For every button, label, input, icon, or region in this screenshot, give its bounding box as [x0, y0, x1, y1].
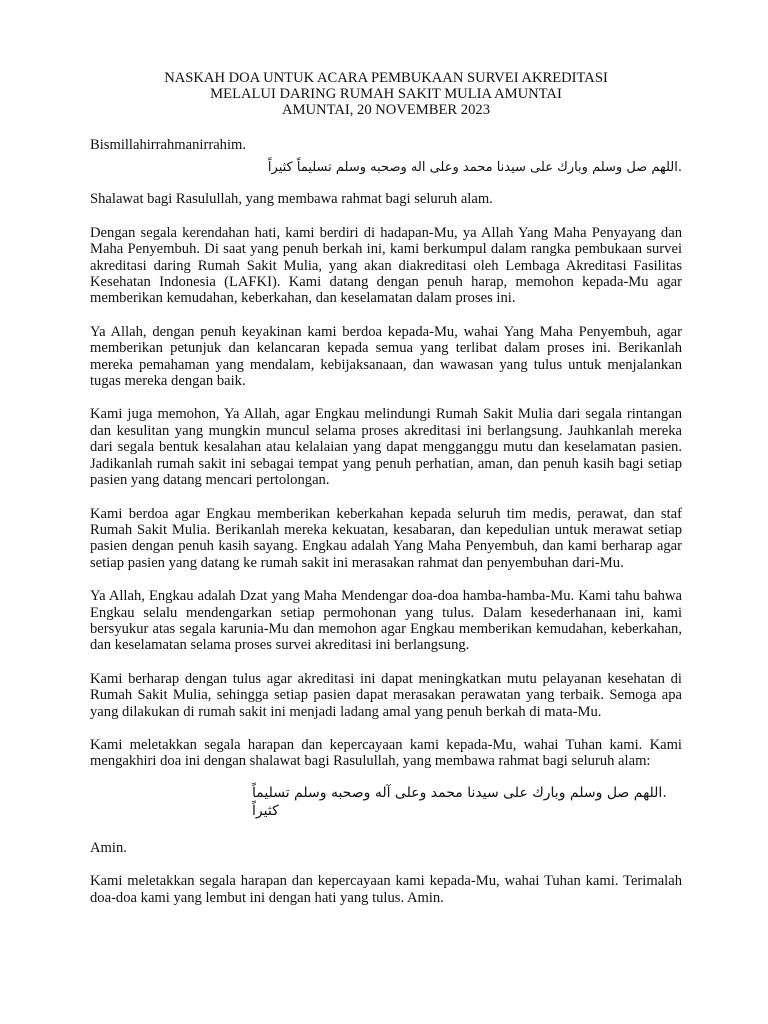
paragraph-1: Shalawat bagi Rasulullah, yang membawa rahmat bagi seluruh alam.	[90, 191, 493, 208]
arabic-salawat-1: .اللهم صل وسلم وبارك على سيدنا محمد وعلى اله وصحبه وسلم تسليماً كثيراً	[267, 160, 682, 176]
amin-line: Amin.	[90, 839, 127, 856]
paragraph-3: Ya Allah, dengan penuh keyakinan kami berdoa kepada-Mu, wahai Yang Maha Penyembuh, agar memberikan petunjuk dan kelancaran kepada semua yang terlibat dalam proses ini. Berikanlah mereka pemahaman yang mendalam, kebijaksanaan, dan wawasan yang tulus untuk menjalankan tugas mereka dengan baik.	[90, 323, 682, 390]
paragraph-5: Kami berdoa agar Engkau memberikan keberkahan kepada seluruh tim medis, perawat, dan staf Rumah Sakit Mulia. Berikanlah mereka kekuatan, kesabaran, dan kepedulian untuk merawat setiap pasien dengan penuh kasih sayang. Engkau adalah Yang Maha Penyembuh, dan kami berharap agar setiap pasien yang datang ke rumah sakit ini merasakan rahmat dan penyembuhan dari-Mu.	[90, 505, 682, 571]
title-line-2: MELALUI DARING RUMAH SAKIT MULIA AMUNTAI	[210, 86, 562, 102]
title-line-3: AMUNTAI, 20 NOVEMBER 2023	[281, 102, 490, 118]
paragraph-7: Kami berharap dengan tulus agar akreditasi ini dapat meningkatkan mutu pelayanan kesehatan di Rumah Sakit Mulia, sehingga setiap pasien dapat merasakan perawatan yang terbaik. Semoga apa yang dilakukan di rumah sakit ini menjadi ladang amal yang penuh berkah di mata-Mu.	[90, 670, 682, 720]
paragraph-2: Dengan segala kerendahan hati, kami berdiri di hadapan-Mu, ya Allah Yang Maha Penyayang dan Maha Penyembuh. Di saat yang penuh berkah ini, kami berkumpul dalam rangka pembukaan survei akreditasi daring Rumah Sakit Mulia, yang akan diakreditasi oleh Lembaga Akreditasi Fasilitas Kesehatan Indonesia (LAFKI). Kami datang dengan penuh harap, memohon kepada-Mu agar memberikan kemudahan, keberkahan, dan keselamatan dalam proses ini.	[90, 224, 682, 307]
document-title	[90, 70, 682, 118]
title-line-1: NASKAH DOA UNTUK ACARA PEMBUKAAN SURVEI AKREDITASI	[164, 70, 608, 86]
paragraph-8: Kami meletakkan segala harapan dan kepercayaan kami kepada-Mu, wahai Tuhan kami. Kami mengakhiri doa ini dengan shalawat bagi Rasulullah, yang membawa rahmat bagi seluruh alam:	[90, 736, 682, 770]
opening-line: Bismillahirrahmanirrahim.	[90, 137, 247, 153]
paragraph-4: Kami juga memohon, Ya Allah, agar Engkau melindungi Rumah Sakit Mulia dari segala rintangan dan kesulitan yang mungkin muncul selama proses akreditasi ini berlangsung. Jauhkanlah mereka dari segala bentuk kesalahan atau kelalaian yang dapat mengganggu mutu dan keselamatan pasien. Jadikanlah rumah sakit ini sebagai tempat yang penuh perhatian, aman, dan penuh kasih bagi setiap pasien yang datang mencari pertolongan.	[90, 406, 682, 489]
closing-paragraph: Kami meletakkan segala harapan dan kepercayaan kami kepada-Mu, wahai Tuhan kami. Terimalah doa-doa kami yang lembut ini dengan hati yang tulus. Amin.	[90, 873, 682, 906]
arabic-salawat-2: .اللهم صل وسلم وبارك على سيدنا محمد وعلى آله وصحبه وسلم تسليماً كثيراً	[252, 784, 667, 819]
paragraph-6: Ya Allah, Engkau adalah Dzat yang Maha Mendengar doa-doa hamba-hamba-Mu. Kami tahu bahwa Engkau selalu mendengarkan setiap permohonan yang tulus. Dalam kesederhanaan ini, kami bersyukur atas segala karunia-Mu dan memohon agar Engkau memberikan kemudahan, keberkahan, dan keselamatan selama proses survei akreditasi ini berlangsung.	[90, 588, 682, 654]
